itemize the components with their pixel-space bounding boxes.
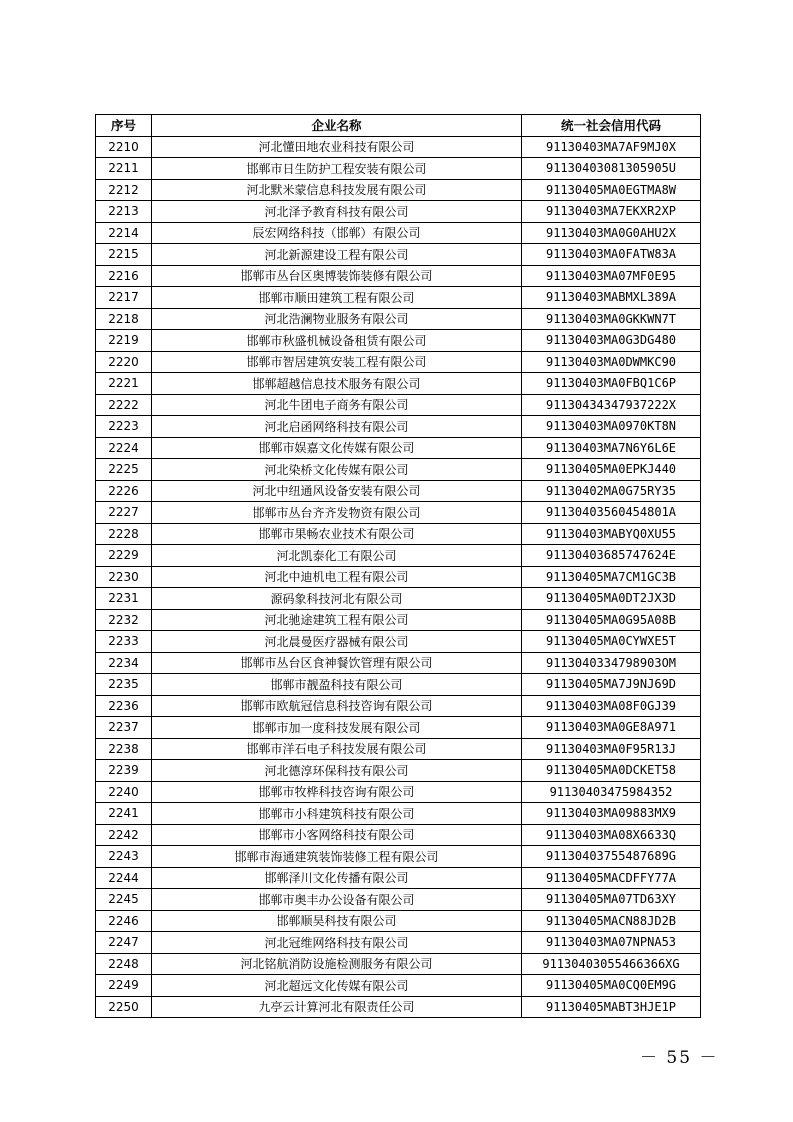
row-index: 2212 [96, 179, 152, 201]
row-index: 2219 [96, 330, 152, 352]
row-index: 2248 [96, 953, 152, 975]
company-name: 邯郸市奥丰办公设备有限公司 [152, 889, 522, 911]
table-row [96, 824, 701, 846]
credit-code: 91130403MA0DWMKC90 [522, 351, 701, 373]
row-index: 2220 [96, 351, 152, 373]
company-name: 河北超远文化传媒有限公司 [152, 975, 522, 997]
company-name: 邯郸市丛台齐齐发物资有限公司 [152, 502, 522, 524]
page-number: － 55 － [640, 1048, 719, 1068]
row-index: 2229 [96, 545, 152, 567]
row-index: 2227 [96, 502, 152, 524]
table-row [96, 566, 701, 588]
credit-code: 91130403MA7AF9MJ0X [522, 136, 701, 158]
credit-code: 91130405MA0EGTMA8W [522, 179, 701, 201]
company-name: 河北启函网络科技有限公司 [152, 416, 522, 438]
row-index: 2226 [96, 480, 152, 502]
credit-code: 91130403MA0GE8A971 [522, 717, 701, 739]
table-row [96, 867, 701, 889]
credit-code: 91130405MA07TD63XY [522, 889, 701, 911]
company-name: 河北牛团电子商务有限公司 [152, 394, 522, 416]
table-row [96, 459, 701, 481]
credit-code: 91130405MA7J9NJ69D [522, 674, 701, 696]
row-index: 2217 [96, 287, 152, 309]
credit-code: 91130403MA07MF0E95 [522, 265, 701, 287]
row-index: 2222 [96, 394, 152, 416]
company-name: 九亭云计算河北有限责任公司 [152, 996, 522, 1018]
company-name: 邯郸超越信息技术服务有限公司 [152, 373, 522, 395]
table-row [96, 545, 701, 567]
company-name: 河北默米蒙信息科技发展有限公司 [152, 179, 522, 201]
company-name: 河北晨曼医疗器械有限公司 [152, 631, 522, 653]
company-name: 邯郸市丛台区食神餐饮管理有限公司 [152, 652, 522, 674]
table-row [96, 609, 701, 631]
credit-code: 91130403055466366XG [522, 953, 701, 975]
enterprise-table [95, 114, 701, 1018]
credit-code: 91130403MA7EKXR2XP [522, 201, 701, 223]
credit-code: 91130402MA0G75RY35 [522, 480, 701, 502]
company-name: 河北新源建设工程有限公司 [152, 244, 522, 266]
credit-code: 91130405MA0CYWXE5T [522, 631, 701, 653]
row-index: 2249 [96, 975, 152, 997]
table-row [96, 502, 701, 524]
row-index: 2244 [96, 867, 152, 889]
credit-code: 91130403MA08F0GJ39 [522, 695, 701, 717]
row-index: 2242 [96, 824, 152, 846]
table-row [96, 803, 701, 825]
row-index: 2216 [96, 265, 152, 287]
credit-code: 91130403MABMXL389A [522, 287, 701, 309]
table-row [96, 244, 701, 266]
table-row [96, 760, 701, 782]
credit-code: 91130405MACDFFY77A [522, 867, 701, 889]
credit-code: 91130403MA08X6633Q [522, 824, 701, 846]
credit-code: 91130405MA7CM1GC3B [522, 566, 701, 588]
table-row [96, 179, 701, 201]
credit-code: 91130434347937222X [522, 394, 701, 416]
credit-code: 91130405MACN88JD2B [522, 910, 701, 932]
credit-code: 91130403MA07NPNA53 [522, 932, 701, 954]
company-name: 河北中纽通风设备安装有限公司 [152, 480, 522, 502]
credit-code: 91130403MA0GKKWN7T [522, 308, 701, 330]
table-row [96, 889, 701, 911]
credit-code: 91130403560454801A [522, 502, 701, 524]
table-row [96, 523, 701, 545]
company-name: 河北浩澜物业服务有限公司 [152, 308, 522, 330]
row-index: 2228 [96, 523, 152, 545]
credit-code: 91130403MA09883MX9 [522, 803, 701, 825]
table-row [96, 136, 701, 158]
table-row [96, 910, 701, 932]
credit-code: 91130403MA0970KT8N [522, 416, 701, 438]
company-name: 邯郸市欧航冠信息科技咨询有限公司 [152, 695, 522, 717]
row-index: 2223 [96, 416, 152, 438]
row-index: 2239 [96, 760, 152, 782]
row-index: 2238 [96, 738, 152, 760]
header-credit-code: 统一社会信用代码 [522, 115, 701, 137]
table-row [96, 695, 701, 717]
table-row [96, 222, 701, 244]
company-name: 邯郸市加一度科技发展有限公司 [152, 717, 522, 739]
row-index: 2232 [96, 609, 152, 631]
company-name: 河北中迪机电工程有限公司 [152, 566, 522, 588]
row-index: 2234 [96, 652, 152, 674]
company-name: 邯郸市丛台区奥博装饰装修有限公司 [152, 265, 522, 287]
row-index: 2245 [96, 889, 152, 911]
row-index: 2211 [96, 158, 152, 180]
table-row [96, 738, 701, 760]
table-row [96, 932, 701, 954]
row-index: 2243 [96, 846, 152, 868]
table-row [96, 287, 701, 309]
credit-code: 91130403MA0G3DG480 [522, 330, 701, 352]
company-name: 邯郸市海通建筑装饰装修工程有限公司 [152, 846, 522, 868]
credit-code: 91130405MABT3HJE1P [522, 996, 701, 1018]
company-name: 源码象科技河北有限公司 [152, 588, 522, 610]
credit-code: 91130403MA0F95R13J [522, 738, 701, 760]
company-name: 邯郸市智居建筑安装工程有限公司 [152, 351, 522, 373]
row-index: 2213 [96, 201, 152, 223]
table-row [96, 308, 701, 330]
row-index: 2215 [96, 244, 152, 266]
table-row [96, 846, 701, 868]
company-name: 河北冠维网络科技有限公司 [152, 932, 522, 954]
table-row [96, 588, 701, 610]
table-row [96, 480, 701, 502]
row-index: 2225 [96, 459, 152, 481]
row-index: 2230 [96, 566, 152, 588]
table-row [96, 201, 701, 223]
row-index: 2218 [96, 308, 152, 330]
table-body [96, 136, 701, 1018]
company-name: 辰宏网络科技（邯郸）有限公司 [152, 222, 522, 244]
table-row [96, 674, 701, 696]
header-company-name: 企业名称 [152, 115, 522, 137]
company-name: 河北凯泰化工有限公司 [152, 545, 522, 567]
company-name: 邯郸市日生防护工程安装有限公司 [152, 158, 522, 180]
row-index: 2247 [96, 932, 152, 954]
company-name: 邯郸市靓盈科技有限公司 [152, 674, 522, 696]
table-row [96, 781, 701, 803]
company-name: 邯郸市秋盛机械设备租赁有限公司 [152, 330, 522, 352]
credit-code: 91130405MA0EPKJ440 [522, 459, 701, 481]
company-name: 邯郸泽川文化传播有限公司 [152, 867, 522, 889]
row-index: 2210 [96, 136, 152, 158]
credit-code: 91130405MA0DT2JX3D [522, 588, 701, 610]
row-index: 2240 [96, 781, 152, 803]
row-index: 2236 [96, 695, 152, 717]
table-row [96, 394, 701, 416]
row-index: 2233 [96, 631, 152, 653]
company-name: 河北染桥文化传媒有限公司 [152, 459, 522, 481]
table-row [96, 330, 701, 352]
table-row [96, 953, 701, 975]
table-row [96, 158, 701, 180]
row-index: 2231 [96, 588, 152, 610]
company-name: 河北懂田地农业科技有限公司 [152, 136, 522, 158]
credit-code: 91130403685747624E [522, 545, 701, 567]
credit-code: 91130403475984352 [522, 781, 701, 803]
company-name: 邯郸顺昊科技有限公司 [152, 910, 522, 932]
credit-code: 91130405MA0G95A08B [522, 609, 701, 631]
table-row [96, 717, 701, 739]
table-row [96, 631, 701, 653]
company-name: 邯郸市娱嘉文化传媒有限公司 [152, 437, 522, 459]
credit-code: 9113040334798903OM [522, 652, 701, 674]
table-row [96, 416, 701, 438]
row-index: 2221 [96, 373, 152, 395]
table-row [96, 996, 701, 1018]
company-name: 河北驰途建筑工程有限公司 [152, 609, 522, 631]
company-name: 河北德淳环保科技有限公司 [152, 760, 522, 782]
company-name: 邯郸市洋石电子科技发展有限公司 [152, 738, 522, 760]
row-index: 2241 [96, 803, 152, 825]
row-index: 2246 [96, 910, 152, 932]
row-index: 2224 [96, 437, 152, 459]
credit-code: 91130405MA0CQ0EM9G [522, 975, 701, 997]
table-row [96, 351, 701, 373]
table-row [96, 373, 701, 395]
table-row [96, 975, 701, 997]
credit-code: 91130403MABYQ0XU55 [522, 523, 701, 545]
company-name: 河北铭航消防设施检测服务有限公司 [152, 953, 522, 975]
row-index: 2250 [96, 996, 152, 1018]
company-name: 河北泽予教育科技有限公司 [152, 201, 522, 223]
company-name: 邯郸市小科建筑科技有限公司 [152, 803, 522, 825]
row-index: 2214 [96, 222, 152, 244]
company-name: 邯郸市牧桦科技咨询有限公司 [152, 781, 522, 803]
header-index: 序号 [96, 115, 152, 137]
row-index: 2235 [96, 674, 152, 696]
credit-code: 91130403MA7N6Y6L6E [522, 437, 701, 459]
table-row [96, 265, 701, 287]
table-row [96, 652, 701, 674]
company-name: 邯郸市小客网络科技有限公司 [152, 824, 522, 846]
credit-code: 91130403MA0FATW83A [522, 244, 701, 266]
credit-code: 91130403755487689G [522, 846, 701, 868]
credit-code: 91130403081305905U [522, 158, 701, 180]
table-row [96, 437, 701, 459]
table-header-row [96, 115, 701, 137]
credit-code: 91130403MA0FBQ1C6P [522, 373, 701, 395]
company-name: 邯郸市顺田建筑工程有限公司 [152, 287, 522, 309]
company-name: 邯郸市果畅农业技术有限公司 [152, 523, 522, 545]
credit-code: 91130403MA0G0AHU2X [522, 222, 701, 244]
row-index: 2237 [96, 717, 152, 739]
credit-code: 91130405MA0DCKET58 [522, 760, 701, 782]
